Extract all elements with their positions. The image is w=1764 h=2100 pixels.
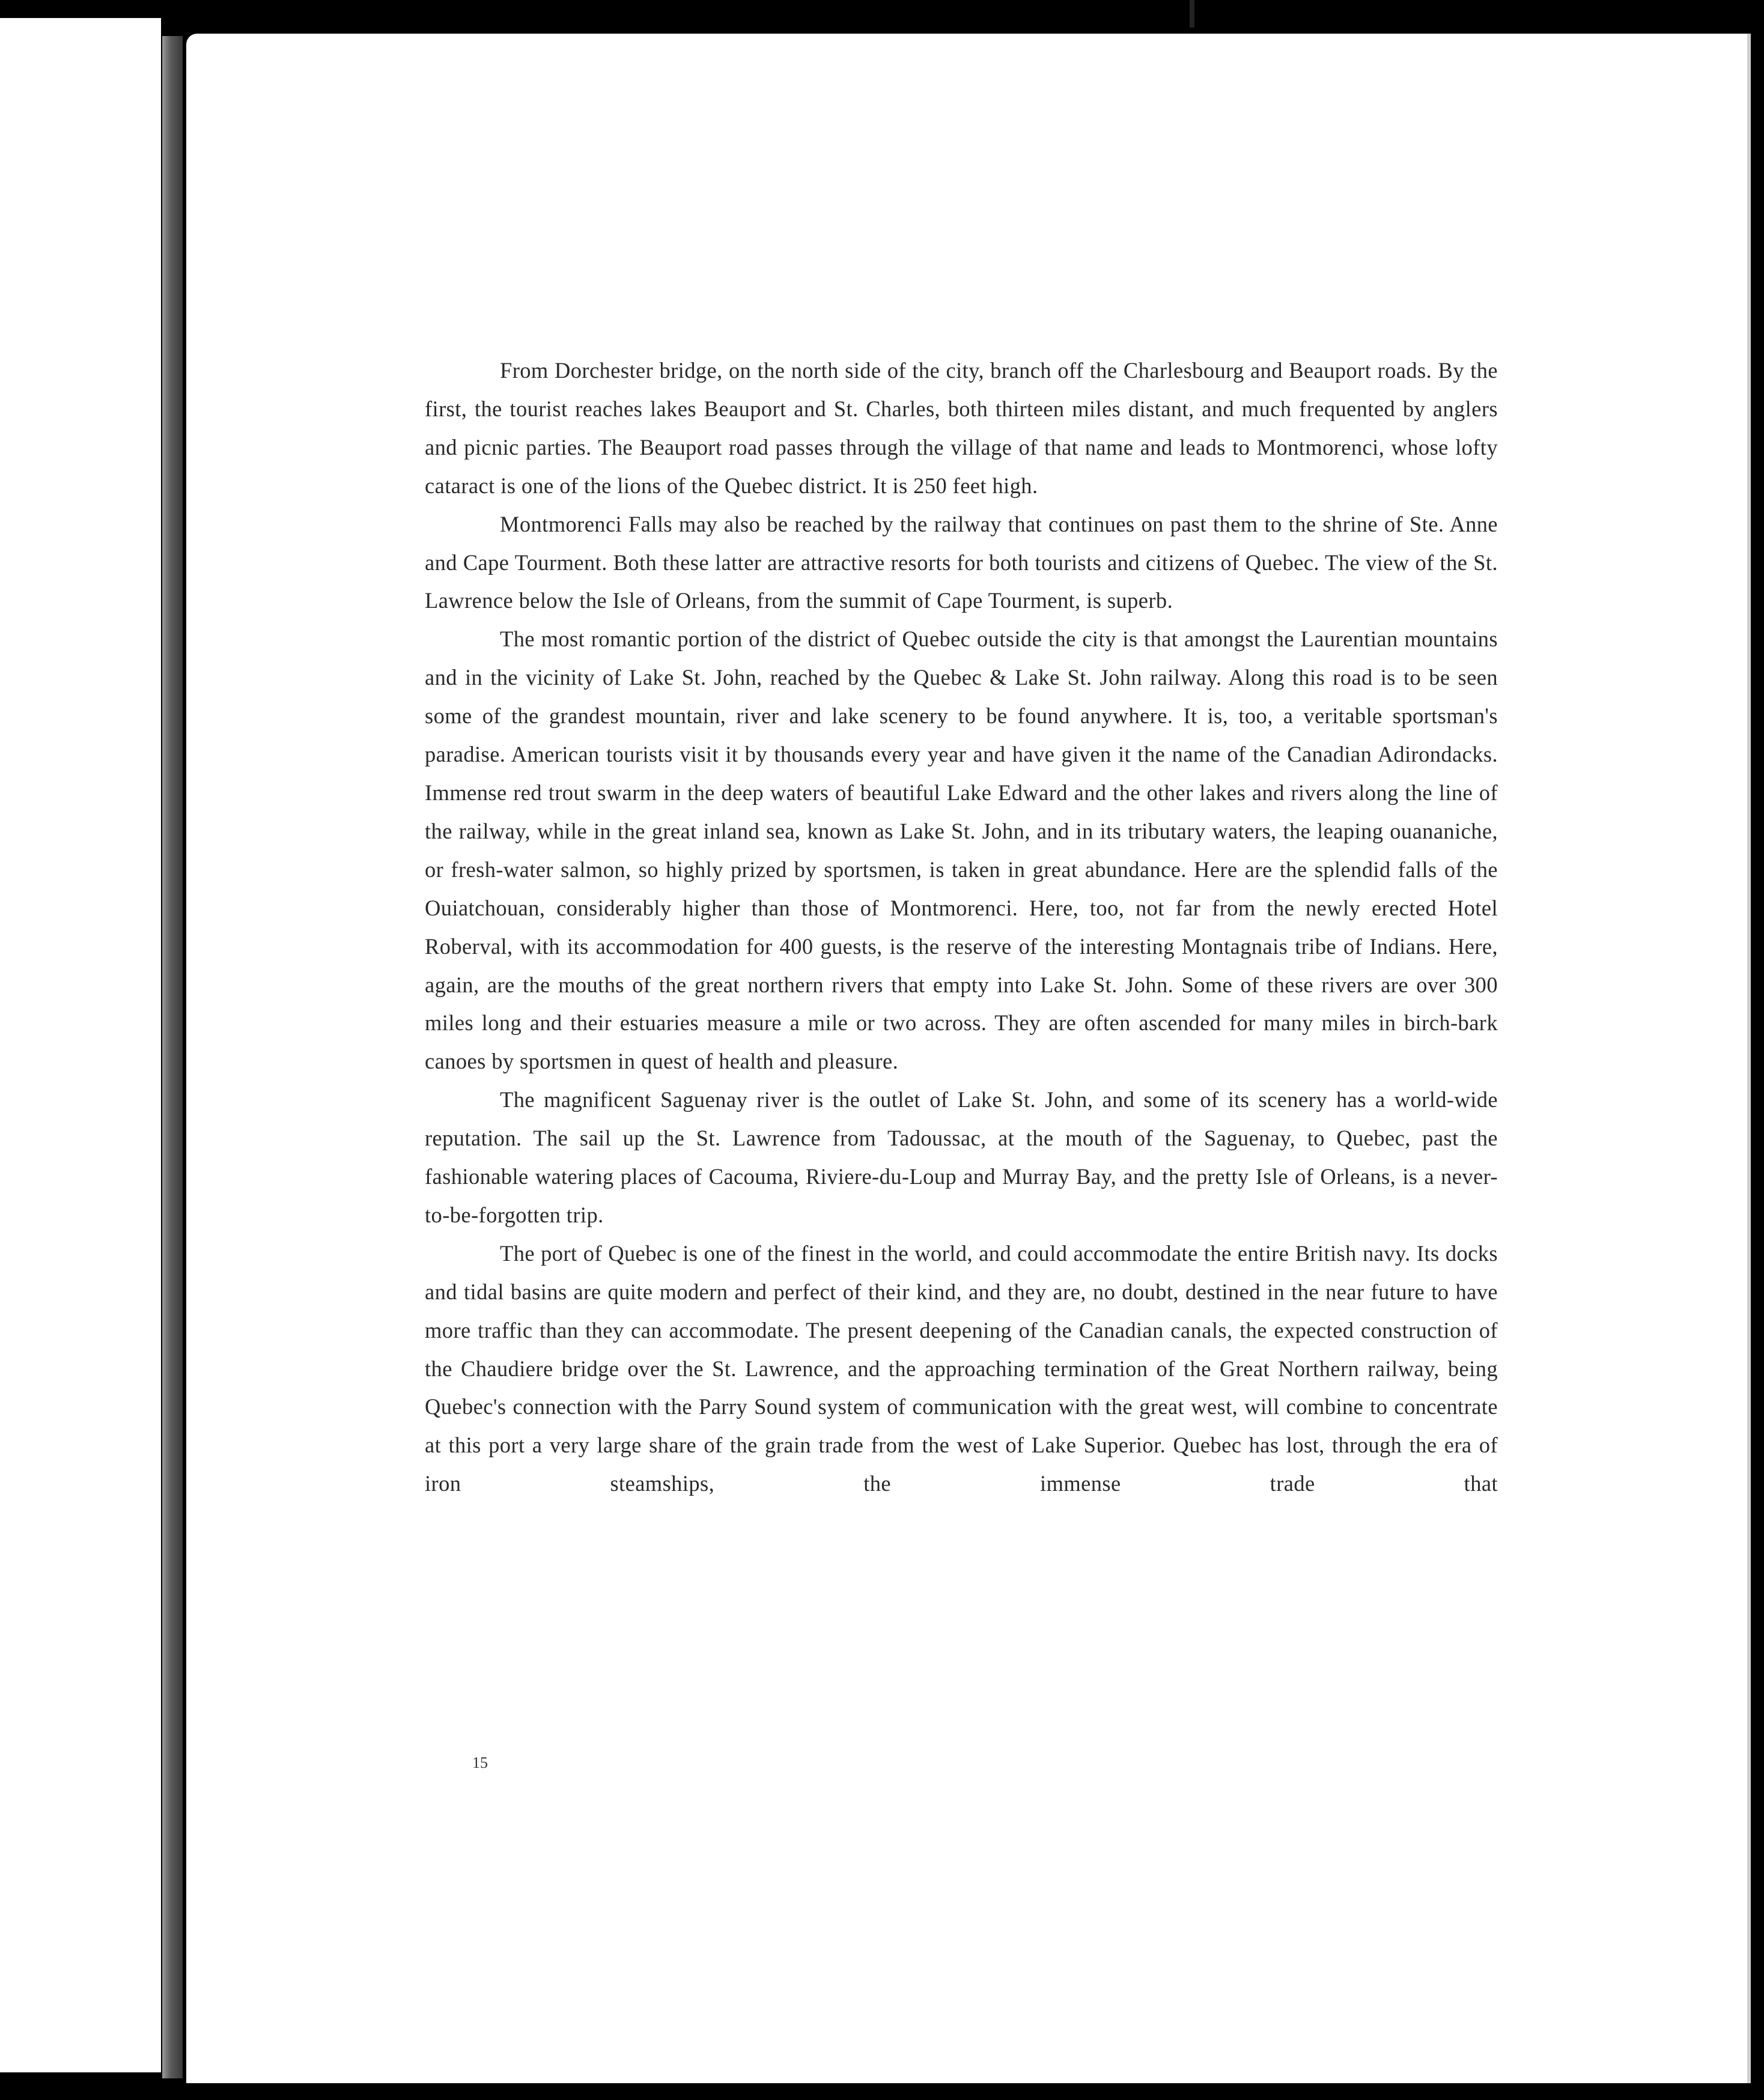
paragraph-montmorenci-falls: Montmorenci Falls may also be reached by the railway that continues on past them to the shrine of Ste. Anne and Cape Tourment. Both these latter are attractive resorts for both tourists and citizens of Quebec. The view of the St. Lawrence below the Isle of Orleans, from the summit of Cape Tourment, is superb. <box>425 511 1498 613</box>
page-gutter-shadow <box>162 36 183 2078</box>
body-text <box>425 351 1498 1503</box>
paragraph-saguenay-river: The magnificent Saguenay river is the outlet of Lake St. John, and some of its scenery has a world-wide reputation. The sail up the St. Lawrence from Tadoussac, at the mouth of the Saguenay, to Quebec, past the fashionable watering places of Cacouma, Riviere-du-Loup and Murray Bay, and the pretty Isle of Orleans, is a never-to-be-forgotten trip. <box>425 1087 1498 1227</box>
paragraph-dorchester-bridge: From Dorchester bridge, on the north side of the city, branch off the Charlesbourg and Beauport roads. By the first, the tourist reaches lakes Beauport and St. Charles, both thirteen miles distant, and much frequented by anglers and picnic parties. The Beauport road passes through the village of that name and leads to Montmorenci, whose lofty cataract is one of the lions of the Quebec district. It is 250 feet high. <box>425 358 1498 498</box>
page-number: 15 <box>472 1754 488 1771</box>
scan-artifact <box>1190 0 1194 28</box>
page-right-edge <box>1747 34 1751 2083</box>
paragraph-port-of-quebec: The port of Quebec is one of the finest in the world, and could accommodate the entire British navy. Its docks and tidal basins are quite modern and perfect of their kind, and they are, no doubt, destined in the near future to have more traffic than they can accommodate. The present deepening of the Canadian canals, the expected construction of the Chaudiere bridge over the St. Lawrence, and the approaching termination of the Great Northern railway, being Quebec's connection with the Parry Sound system of communication with the great west, will combine to concentrate at this port a very large share of the grain trade from the west of Lake Superior. Quebec has lost, through the era of iron steamships, the immense trade that <box>425 1240 1498 1496</box>
paragraph-laurentian-mountains: The most romantic portion of the district of Quebec outside the city is that amongst the Laurentian mountains and in the vicinity of Lake St. John, reached by the Quebec & Lake St. John railway. Along this road is to be seen some of the grandest mountain, river and lake scenery to be found anywhere. It is, too, a veritable sportsman's paradise. American tourists visit it by thousands every year and have given it the name of the Canadian Adirondacks. Immense red trout swarm in the deep waters of beautiful Lake Edward and the other lakes and rivers along the line of the railway, while in the great inland sea, known as Lake St. John, and in its tributary waters, the leaping ouananiche, or fresh-water salmon, so highly prized by sportsmen, is taken in great abundance. Here are the splendid falls of the Ouiatchouan, considerably higher than those of Montmorenci. Here, too, not far from the newly erected Hotel Roberval, with its accommodation for 400 guests, is the reserve of the interesting Montagnais tribe of Indians. Here, again, are the mouths of the great northern rivers that empty into Lake St. John. Some of these rivers are over 300 miles long and their estuaries measure a mile or two across. They are often ascended for many miles in birch-bark canoes by sportsmen in quest of health and pleasure. <box>425 627 1498 1074</box>
facing-page <box>0 18 161 2072</box>
